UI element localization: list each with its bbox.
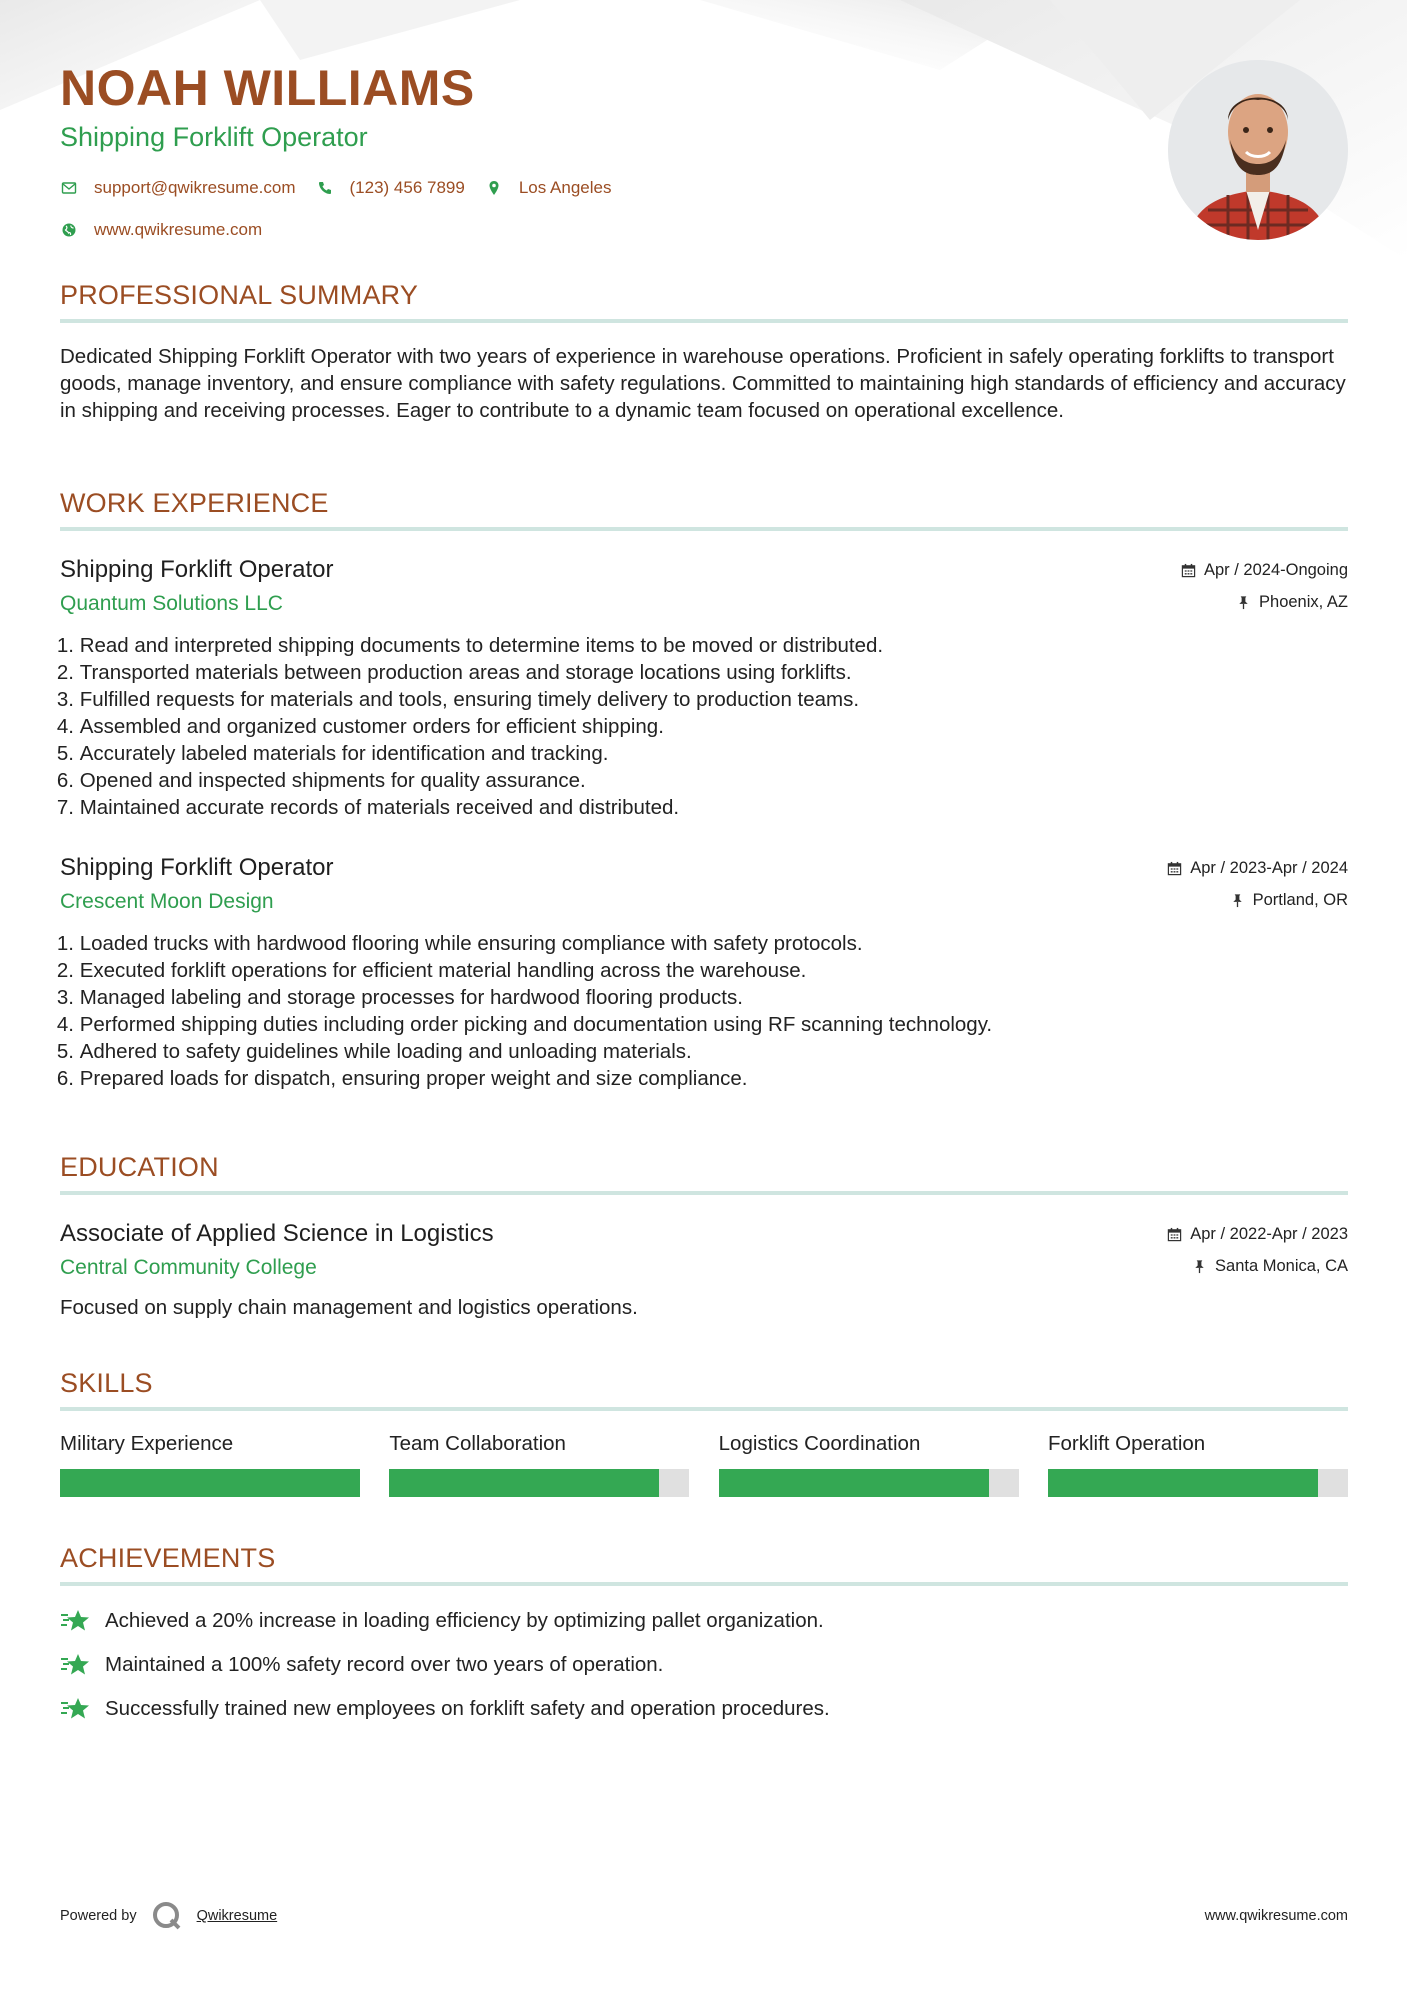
contact-email-text: support@qwikresume.com [94, 178, 296, 197]
job-entry [56, 853, 1348, 1092]
list-item: 4. Assembled and organized customer orders for efficient shipping. [56, 715, 664, 738]
list-item: 5. Adhered to safety guidelines while loading and unloading materials. [56, 1040, 692, 1063]
location-pin-icon [485, 179, 503, 197]
job-title: Shipping Forklift Operator [60, 854, 334, 881]
star-icon [60, 1696, 92, 1722]
skill-bar [389, 1469, 689, 1497]
profile-photo [1168, 60, 1348, 240]
list-item: 6. Prepared loads for dispatch, ensuring proper weight and size compliance. [56, 1067, 748, 1090]
list-item: Achieved a 20% increase in loading efficiency by optimizing pallet organization. [60, 1606, 1348, 1636]
powered-by-label: Powered by [60, 1908, 137, 1924]
skill-item [389, 1431, 689, 1497]
list-item: 1. Read and interpreted shipping documents to determine items to be moved or distributed. [56, 634, 884, 657]
phone-icon [316, 179, 334, 197]
job-date-text: Apr / 2024-Ongoing [1203, 560, 1348, 579]
list-item: 3. Fulfilled requests for materials and tools, ensuring timely delivery to production teams. [56, 688, 860, 711]
experience-heading: WORK EXPERIENCE [60, 488, 329, 518]
job-company: Quantum Solutions LLC [60, 592, 283, 615]
list-item: 2. Executed forklift operations for efficient material handling across the warehouse. [56, 959, 807, 982]
job-bullets [56, 930, 1348, 1092]
education-heading: EDUCATION [60, 1152, 219, 1182]
star-icon [60, 1652, 92, 1678]
job-date [1167, 857, 1348, 879]
job-location [1167, 889, 1348, 911]
summary-heading: PROFESSIONAL SUMMARY [60, 280, 419, 310]
section-divider [60, 1407, 1348, 1411]
section-divider [60, 1582, 1348, 1586]
candidate-role: Shipping Forklift Operator [60, 122, 368, 152]
job-location-text: Phoenix, AZ [1259, 592, 1348, 611]
education-meta [1167, 1223, 1348, 1277]
pushpin-icon [1192, 1259, 1207, 1274]
contact-website-text: www.qwikresume.com [94, 220, 263, 239]
job-location-text: Portland, OR [1252, 890, 1348, 909]
skill-bar [60, 1469, 360, 1497]
contact-location-text: Los Angeles [518, 178, 612, 197]
list-item: 5. Accurately labeled materials for identification and tracking. [56, 742, 609, 765]
list-item: 1. Loaded trucks with hardwood flooring while ensuring compliance with safety protocols. [56, 932, 863, 955]
globe-icon [60, 221, 78, 239]
qwikresume-logo [151, 1900, 183, 1932]
job-bullets [56, 632, 1348, 821]
job-date [1181, 559, 1348, 581]
achievements-heading: ACHIEVEMENTS [60, 1543, 276, 1573]
contact-email[interactable] [60, 178, 296, 198]
mail-icon [60, 179, 78, 197]
skill-name: Forklift Operation [1047, 1432, 1206, 1455]
job-title: Shipping Forklift Operator [60, 556, 334, 583]
resume-header [60, 58, 1160, 242]
skill-item [1048, 1431, 1348, 1497]
list-item: Successfully trained new employees on forklift safety and operation procedures. [60, 1694, 1348, 1724]
list-item: 7. Maintained accurate records of materials received and distributed. [56, 796, 680, 819]
experience-section [56, 486, 1348, 1092]
list-item: 6. Opened and inspected shipments for quality assurance. [56, 769, 586, 792]
job-entry [56, 555, 1348, 821]
education-entry [60, 1219, 1348, 1321]
pushpin-icon [1236, 595, 1251, 610]
job-date-text: Apr / 2023-Apr / 2024 [1190, 858, 1348, 877]
pushpin-icon [1230, 893, 1245, 908]
skills-grid [60, 1431, 1348, 1497]
contact-row-primary [60, 176, 1160, 200]
qwikresume-link[interactable]: Qwikresume [196, 1908, 278, 1924]
education-location [1167, 1255, 1348, 1277]
education-location-text: Santa Monica, CA [1215, 1256, 1348, 1275]
skill-bar-fill [719, 1469, 989, 1497]
list-item: 3. Managed labeling and storage processes for hardwood flooring products. [56, 986, 743, 1009]
contact-website[interactable] [60, 220, 262, 240]
contact-location [485, 178, 612, 198]
section-divider [60, 527, 1348, 531]
job-location [1181, 591, 1348, 613]
footer-website[interactable]: www.qwikresume.com [1204, 1908, 1348, 1924]
education-degree: Associate of Applied Science in Logistics [60, 1220, 494, 1247]
calendar-icon [1181, 563, 1196, 578]
skill-item [719, 1431, 1019, 1497]
star-icon [60, 1608, 92, 1634]
contact-row-secondary [60, 218, 1160, 242]
skill-name: Logistics Coordination [718, 1432, 921, 1455]
education-date [1167, 1223, 1348, 1245]
education-description: Focused on supply chain management and logistics operations. [60, 1296, 638, 1319]
summary-section [60, 278, 1348, 424]
page-footer [60, 1900, 1348, 1932]
summary-text: Dedicated Shipping Forklift Operator with two years of experience in warehouse operations. Proficient in safely operating forklifts to transport goods, manage inventory, and ensure compliance with safety regulations. Committed to maintaining high standards of efficiency and accuracy in shipping and receiving processes. Eager to contribute to a dynamic team focused on operational excellence. [60, 345, 1346, 422]
skill-name: Military Experience [60, 1432, 234, 1455]
skill-item [60, 1431, 360, 1497]
skill-bar-fill [1048, 1469, 1318, 1497]
contact-phone[interactable] [316, 178, 465, 198]
achievements-list [60, 1606, 1348, 1724]
skill-bar-fill [389, 1469, 659, 1497]
job-meta [1181, 559, 1348, 613]
achievements-section [60, 1541, 1348, 1724]
education-section [60, 1150, 1348, 1321]
education-date-text: Apr / 2022-Apr / 2023 [1190, 1224, 1348, 1243]
section-divider [60, 319, 1348, 323]
education-school: Central Community College [60, 1256, 317, 1279]
calendar-icon [1167, 1227, 1182, 1242]
list-item: Maintained a 100% safety record over two years of operation. [60, 1650, 1348, 1680]
job-company: Crescent Moon Design [60, 890, 274, 913]
contact-phone-text: (123) 456 7899 [349, 178, 465, 197]
job-meta [1167, 857, 1348, 911]
skills-section [60, 1366, 1348, 1497]
skills-heading: SKILLS [60, 1368, 153, 1398]
list-item: 4. Performed shipping duties including order picking and documentation using RF scanning technology. [56, 1013, 993, 1036]
skill-bar [1048, 1469, 1348, 1497]
powered-by [60, 1900, 277, 1932]
skill-bar [719, 1469, 1019, 1497]
candidate-name: NOAH WILLIAMS [60, 60, 475, 116]
calendar-icon [1167, 861, 1182, 876]
section-divider [60, 1191, 1348, 1195]
skill-bar-fill [60, 1469, 360, 1497]
skill-name: Team Collaboration [389, 1432, 566, 1455]
list-item: 2. Transported materials between production areas and storage locations using forklifts. [56, 661, 852, 684]
